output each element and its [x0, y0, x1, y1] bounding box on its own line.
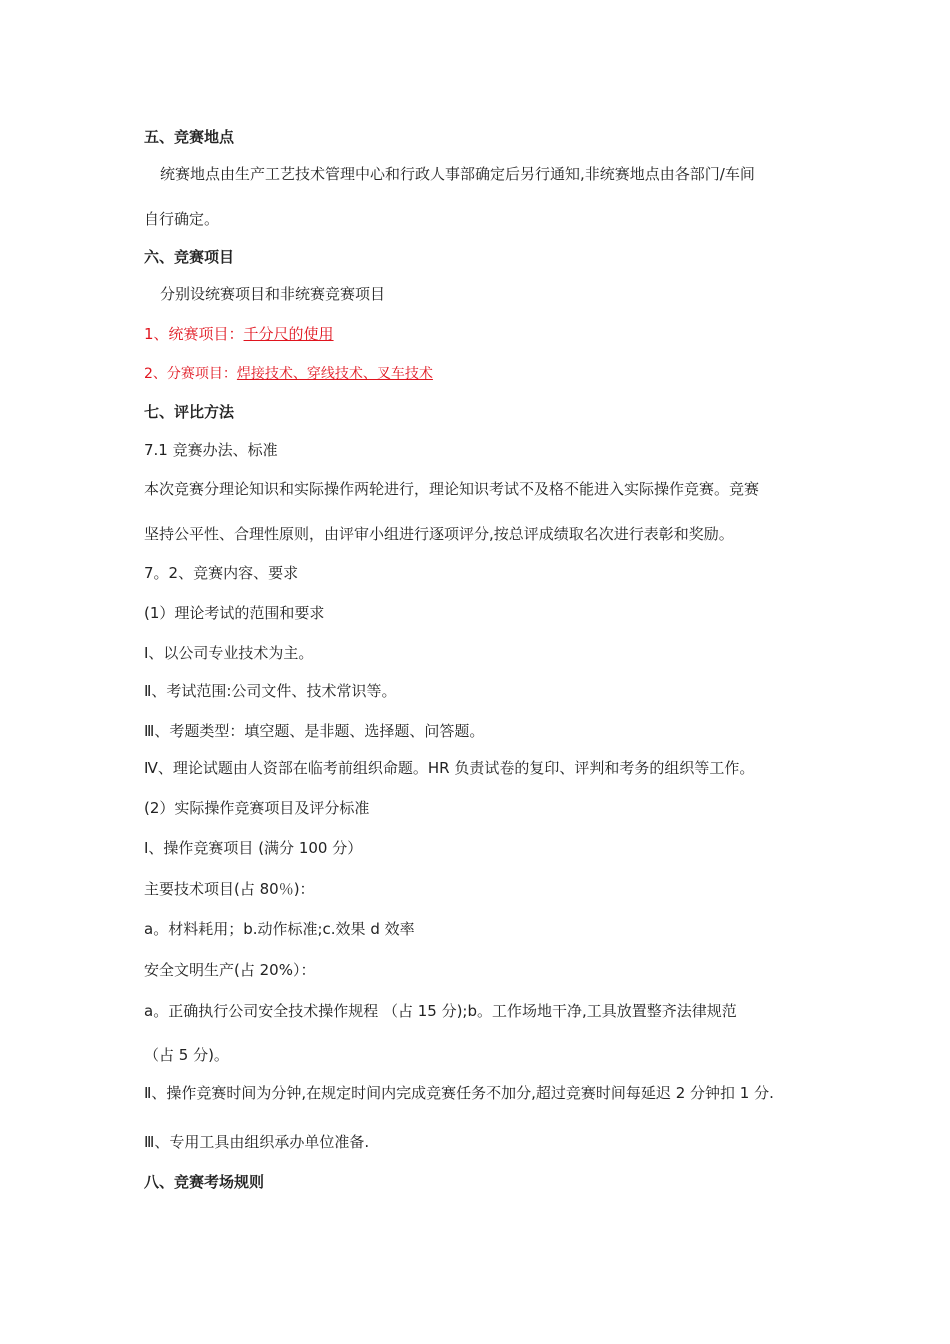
- section-5-heading: 五、竞赛地点: [144, 128, 235, 146]
- practice-item-1: Ⅰ、操作竞赛项目 (满分 100 分）: [144, 839, 363, 857]
- safety-heading: 安全文明生产(占 20%）：: [144, 961, 316, 979]
- theory-item-3: Ⅲ、考题类型：填空题、是非题、选择题、问答题。: [144, 722, 485, 740]
- safety-items-line2: （占 5 分)。: [144, 1046, 229, 1064]
- theory-item-4: Ⅳ、理论试题由人资部在临考前组织命题。HR 负责试卷的复印、评判和考务的组织等工作。: [144, 759, 755, 777]
- section-8-heading: 八、竞赛考场规则: [144, 1173, 265, 1191]
- practice-item-3: Ⅲ、专用工具由组织承办单位准备.: [144, 1133, 370, 1151]
- main-tech-items: a。材料耗用；b.动作标准;c.效果 d 效率: [144, 920, 415, 938]
- main-tech-heading: 主要技术项目(占 80％)：: [144, 880, 315, 898]
- safety-items-line1: a。正确执行公司安全技术操作规程 （占 15 分);b。工作场地干净,工具放置整齐法律规范: [144, 1002, 737, 1020]
- theory-title: (1）理论考试的范围和要求: [144, 604, 325, 622]
- section-6-item-1: [144, 324, 804, 344]
- section-7-sub-2: 7。2、竞赛内容、要求: [144, 564, 299, 582]
- item-1-prefix: 1、统赛项目：: [144, 325, 244, 343]
- section-7-sub-1: 7.1 竞赛办法、标准: [144, 441, 278, 459]
- section-7-paragraph-line1: 本次竞赛分理论知识和实际操作两轮进行，理论知识考试不及格不能进入实际操作竞赛。竞赛: [144, 480, 760, 498]
- item-1-link[interactable]: 千分尺的使用: [243, 325, 334, 343]
- section-5-text-line2: 自行确定。: [144, 210, 220, 228]
- section-5-text-line1: 统赛地点由生产工艺技术管理中心和行政人事部确定后另行通知,非统赛地点由各部门/车间: [160, 165, 755, 183]
- theory-item-2: Ⅱ、考试范围:公司文件、技术常识等。: [144, 682, 397, 700]
- section-6-item-2: [144, 364, 804, 384]
- theory-item-1: Ⅰ、以公司专业技术为主。: [144, 644, 314, 662]
- section-7-heading: 七、评比方法: [144, 403, 235, 421]
- item-2-prefix: 2、分赛项目：: [144, 366, 237, 382]
- section-7-paragraph-line2: 坚持公平性、合理性原则，由评审小组进行逐项评分,按总评成绩取名次进行表彰和奖励。: [144, 525, 734, 543]
- section-6-heading: 六、竞赛项目: [144, 248, 235, 266]
- item-2-link[interactable]: 焊接技术、穿线技术、叉车技术: [236, 366, 433, 382]
- section-6-intro: 分别设统赛项目和非统赛竞赛项目: [160, 285, 386, 303]
- practice-item-2: Ⅱ、操作竞赛时间为分钟,在规定时间内完成竞赛任务不加分,超过竞赛时间每延迟 2 分钟扣 1 分.: [144, 1084, 774, 1102]
- practice-title: (2）实际操作竞赛项目及评分标准: [144, 799, 370, 817]
